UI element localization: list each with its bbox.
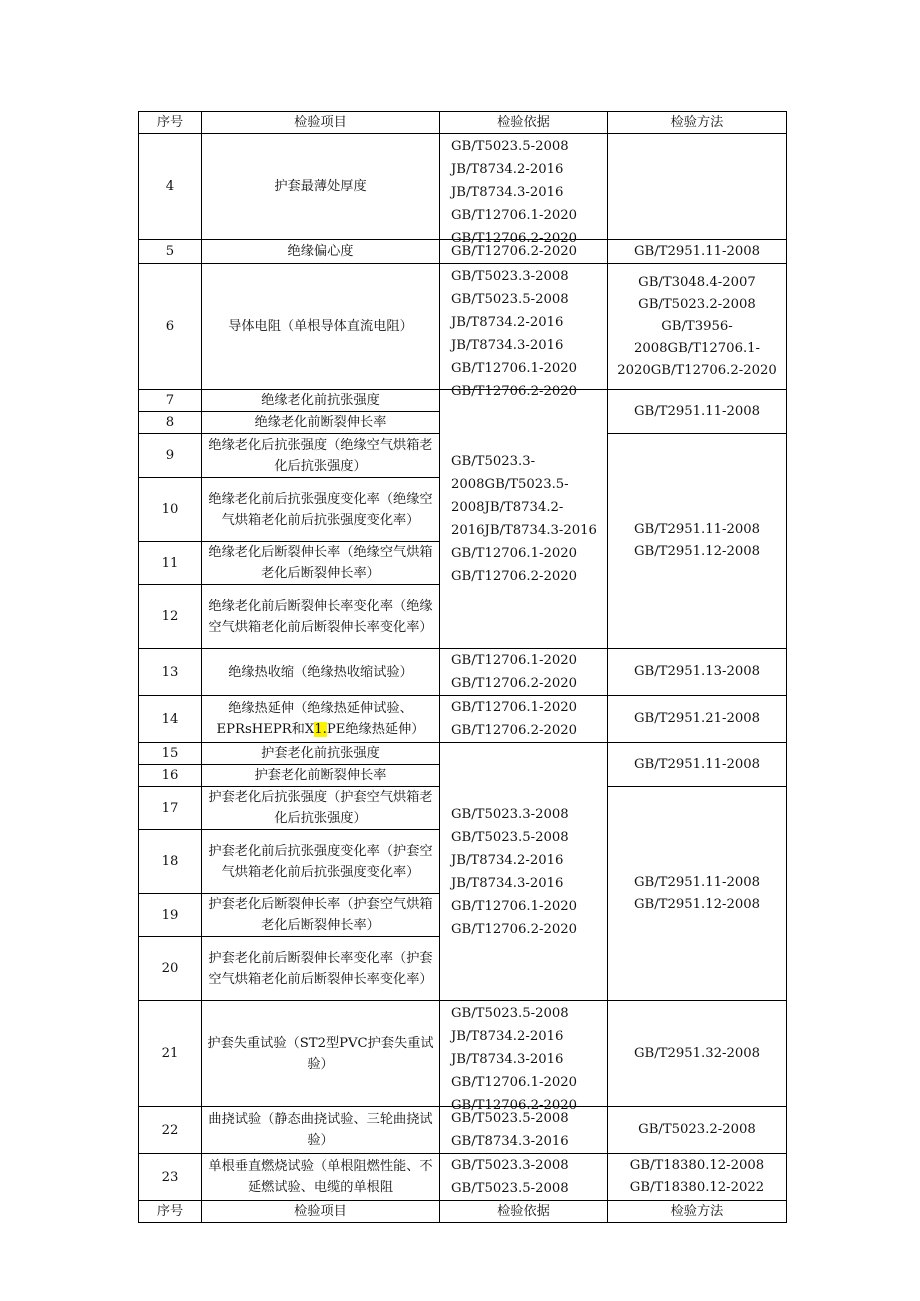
basis-line: GB/T12706.1-2020 (451, 546, 578, 561)
row-no: 17 (139, 787, 202, 830)
basis-line: JB/T8734.3-2016 (451, 875, 564, 891)
basis-line: GB/T5023.5-2008 (451, 292, 569, 307)
table-row (139, 649, 787, 696)
row-no: 11 (139, 542, 202, 585)
basis-line: 2008JB/T8734.2- (451, 500, 564, 515)
row-no: 6 (139, 264, 202, 390)
header-basis: 检验依据 (440, 112, 608, 134)
row-method (608, 264, 787, 390)
row-no: 20 (139, 937, 202, 1001)
row-no: 10 (139, 478, 202, 542)
method-line: GB/T5023.2-2008 (638, 296, 756, 312)
row-no: 16 (139, 765, 202, 787)
row-method: GB/T2951.21-2008 (608, 696, 787, 743)
table-row (139, 240, 787, 264)
method-line: GB/T2951.11-2008 (633, 522, 760, 537)
table-row (139, 1107, 787, 1154)
basis-line: JB/T8734.2-2016 (451, 852, 564, 868)
basis-line: JB/T8734.3-2016 (451, 185, 564, 200)
table-row (139, 743, 787, 765)
row-no: 14 (139, 696, 202, 743)
method-line: GB/T3956- (661, 318, 733, 334)
table-row (139, 134, 787, 240)
table-row (139, 696, 787, 743)
basis-line: GB/T12706.1-2020 (451, 208, 578, 223)
row-no: 22 (139, 1107, 202, 1154)
table-row (139, 1001, 787, 1107)
row-no: 5 (139, 240, 202, 264)
basis-line: GB/T12706.2-2020 (451, 921, 578, 937)
basis-line: JB/T8734.2-2016 (451, 1029, 564, 1044)
row-method: GB/T2951.11-2008 (608, 240, 787, 264)
basis-line: GB/T5023.5-2008 (451, 1006, 569, 1021)
row-no: 9 (139, 434, 202, 478)
inspection-table-sheet (138, 111, 786, 1223)
method-line: GB/T2951.11-2008 (633, 874, 760, 890)
basis-line: JB/T8734.2-2016 (451, 315, 564, 330)
method-line: GB/T18380.12-2022 (629, 1180, 765, 1195)
footer-header-method: 检验方法 (608, 1201, 787, 1223)
basis-line: GB/T12706.2-2020 (451, 384, 578, 399)
row-item: 绝缘老化前后抗张强度变化率（绝缘空气烘箱老化前后抗张强度变化率） (202, 478, 440, 542)
row-item: 绝缘老化后断裂伸长率（绝缘空气烘箱老化后断裂伸长率） (202, 542, 440, 585)
row-item: 曲挠试验（静态曲挠试验、三轮曲挠试验） (202, 1107, 440, 1154)
method-line: GB/T2951.12-2008 (633, 544, 760, 559)
row-item: 导体电阻（单根导体直流电阻） (202, 264, 440, 390)
row-no: 4 (139, 134, 202, 240)
footer-header-basis: 检验依据 (440, 1201, 608, 1223)
basis-line: GB/T12706.1-2020 (451, 361, 578, 376)
group-basis-15-20 (440, 743, 608, 1001)
row-basis (440, 134, 608, 246)
header-method: 检验方法 (608, 112, 787, 134)
row-method: GB/T2951.13-2008 (608, 649, 787, 696)
row-no: 12 (139, 585, 202, 649)
row-basis (440, 696, 608, 743)
basis-line: 2008GB/T5023.5- (451, 477, 569, 492)
row-no: 15 (139, 743, 202, 765)
method-line: GB/T3048.4-2007 (638, 274, 756, 290)
table-row (139, 1154, 787, 1201)
footer-header-item: 检验项目 (202, 1201, 440, 1223)
basis-line: GB/T5023.5-2008 (451, 829, 569, 845)
row-item (202, 1154, 440, 1201)
basis-line: GB/T12706.1-2020 (451, 653, 578, 668)
basis-line: GB/T12706.1-2020 (451, 1075, 578, 1090)
row-no: 23 (139, 1154, 202, 1201)
row-no: 13 (139, 649, 202, 696)
group-method-9-12 (608, 434, 787, 649)
group-method-7-8: GB/T2951.11-2008 (608, 390, 787, 434)
row-basis (440, 649, 608, 696)
method-line: 2020GB/T12706.2-2020 (617, 362, 777, 378)
footer-header-row (139, 1201, 787, 1223)
row-item: 护套老化前后抗张强度变化率（护套空气烘箱老化前后抗张强度变化率） (202, 830, 440, 894)
row-item: 护套失重试验（ST2型PVC护套失重试验） (202, 1001, 440, 1107)
row-basis (440, 264, 608, 399)
group-method-17-20 (608, 787, 787, 1001)
basis-line: JB/T8734.3-2016 (451, 1052, 564, 1067)
group-method-15-16: GB/T2951.11-2008 (608, 743, 787, 787)
row-no: 19 (139, 894, 202, 937)
row-item: 绝缘老化前抗张强度 (202, 390, 440, 412)
basis-line: GB/T8734.3-2016 (451, 1134, 569, 1149)
basis-line: GB/T12706.2-2020 (451, 676, 578, 691)
row-item: 绝缘老化前后断裂伸长率变化率（绝缘空气烘箱老化前后断裂伸长率变化率） (202, 585, 440, 649)
method-line: GB/T2951.12-2008 (633, 896, 760, 912)
group-basis-7-12 (440, 390, 608, 649)
header-row (139, 112, 787, 134)
row-item: 绝缘热收缩（绝缘热收缩试验） (202, 649, 440, 696)
basis-line: GB/T5023.5-2008 (451, 139, 569, 154)
highlighted-text: 1. (314, 722, 327, 737)
row-method: GB/T2951.32-2008 (608, 1001, 787, 1107)
basis-line: GB/T12706.2-2020 (451, 231, 578, 246)
row-no: 8 (139, 412, 202, 434)
basis-line: GB/T5023.3- (451, 454, 536, 469)
row-no: 18 (139, 830, 202, 894)
row-basis (440, 1154, 608, 1201)
method-line: 2008GB/T12706.1- (633, 340, 760, 356)
row-item: 绝缘老化前断裂伸长率 (202, 412, 440, 434)
row-basis (440, 1107, 608, 1154)
row-item: 护套老化后断裂伸长率（护套空气烘箱老化后断裂伸长率） (202, 894, 440, 937)
basis-line: GB/T12706.2-2020 (451, 569, 578, 584)
row-basis (440, 1001, 608, 1113)
row-item: 护套老化后抗张强度（护套空气烘箱老化后抗张强度） (202, 787, 440, 830)
basis-line: JB/T8734.2-2016 (451, 162, 564, 177)
row-item: 护套老化前抗张强度 (202, 743, 440, 765)
basis-line: GB/T5023.5-2008 (451, 1181, 569, 1196)
basis-line: JB/T8734.3-2016 (451, 338, 564, 353)
item-text: 单根垂直燃烧试验（单根阻燃性能、不延燃试验、电缆的单根阻 (208, 1159, 433, 1195)
row-item: 绝缘老化后抗张强度（绝缘空气烘箱老化后抗张强度） (202, 434, 440, 478)
header-item: 检验项目 (202, 112, 440, 134)
basis-line: GB/T12706.2-2020 (451, 1098, 578, 1113)
basis-line: GB/T5023.5-2008 (451, 1111, 569, 1126)
row-method: GB/T5023.2-2008 (608, 1107, 787, 1154)
row-method (608, 1154, 787, 1201)
row-item: 护套最薄处厚度 (202, 134, 440, 240)
row-item: 护套老化前断裂伸长率 (202, 765, 440, 787)
row-item (202, 696, 440, 743)
method-line: GB/T18380.12-2008 (629, 1158, 765, 1173)
row-item: 护套老化前后断裂伸长率变化率（护套空气烘箱老化前后断裂伸长率变化率） (202, 937, 440, 1001)
row-item: 绝缘偏心度 (202, 240, 440, 264)
basis-line: GB/T12706.1-2020 (451, 898, 578, 914)
basis-line: GB/T5023.3-2008 (451, 1158, 569, 1173)
item-text: 绝缘热延伸（绝缘热延伸试验、EPRsHEPR和X (216, 701, 413, 737)
table-row (139, 264, 787, 390)
row-basis: GB/T12706.2-2020 (440, 240, 608, 264)
basis-line: GB/T12706.1-2020 (451, 700, 578, 715)
basis-line: GB/T5023.3-2008 (451, 806, 569, 822)
basis-line: 2016JB/T8734.3-2016 (451, 523, 597, 538)
row-no: 21 (139, 1001, 202, 1107)
basis-line: GB/T5023.3-2008 (451, 269, 569, 284)
item-text: PE绝缘热延伸） (326, 722, 425, 737)
inspection-table (138, 111, 787, 1223)
footer-header-no: 序号 (139, 1201, 202, 1223)
row-method (608, 134, 787, 240)
row-no: 7 (139, 390, 202, 412)
header-no: 序号 (139, 112, 202, 134)
basis-line: GB/T12706.2-2020 (451, 723, 578, 738)
